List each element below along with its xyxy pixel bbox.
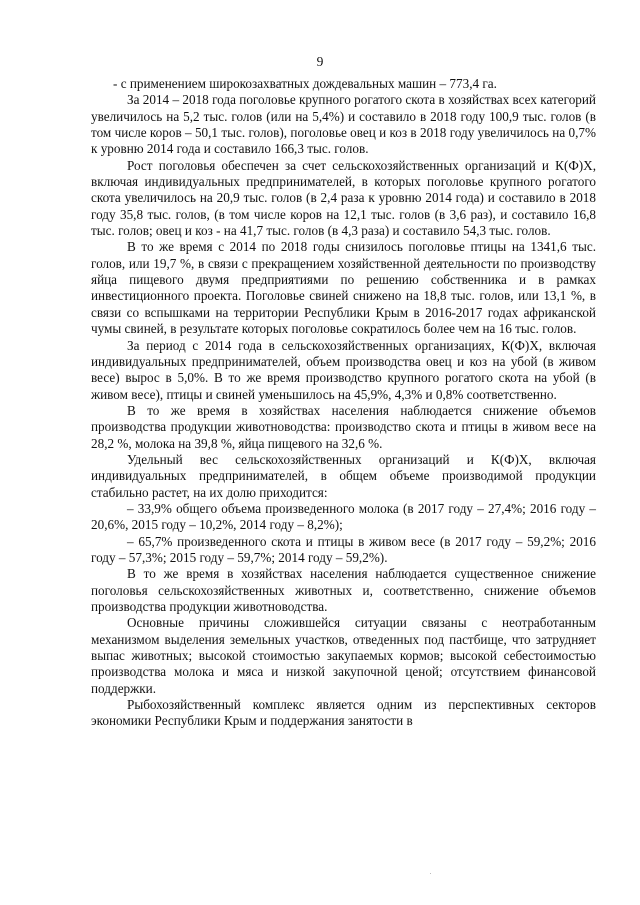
paragraph-household-decline: В то же время в хозяйствах населения наблюдается снижение объемов производства продукции животноводства: производство скота и птицы в живом весе на 28,2 %, молока на 39,8 %, яйца пищевого на 32,6 %. (91, 402, 596, 451)
scan-speck (430, 873, 431, 874)
page-number: 9 (316, 54, 324, 69)
list-item-milk-share: – 33,9% общего объема произведенного молока (в 2017 году – 27,4%; 2016 году – 20,6%, 2015 году – 10,2%, 2014 году – 8,2%); (91, 500, 596, 533)
paragraph-share-intro: Удельный вес сельскохозяйственных организаций и К(Ф)Х, включая индивидуальных предпринимателей, в общем объеме производимой продукции стабильно растет, на их долю приходится: (91, 451, 596, 500)
document-body (91, 76, 596, 730)
paragraph-livestock-growth-source: Рост поголовья обеспечен за счет сельскохозяйственных организаций и К(Ф)Х, включая индивидуальных предпринимателей, в которых поголовье крупного рогатого скота увеличилось на 20,9 тыс. голов (в 2,4 раза к уровню 2014 года) и составило в 2018 году 35,8 тыс. голов, (в том числе коров на 12,1 тыс. голов (в 3,6 раз), и составило 16,8 тыс. голов; овец и коз - на 41,7 тыс. голов (в 4,3 раза) и составило 54,3 тыс. голов. (91, 157, 596, 239)
paragraph-fishery: Рыбохозяйственный комплекс является одним из перспективных секторов экономики Республики Крым и поддержания занятости в (91, 697, 596, 729)
paragraph-main-reasons: Основные причины сложившейся ситуации связаны с неотработанным механизмом выделения земельных участков, отведенных под пастбище, что затрудняет выпас животных; высокой стоимостью закупаемых кормов; высокой себестоимостью производства молока и мяса и низкой закупочной ценой; отсутствием финансовой поддержки. (91, 615, 596, 696)
paragraph-poultry-pig-decline: В то же время с 2014 по 2018 годы снизилось поголовье птицы на 1341,6 тыс. голов, или 19,7 %, в связи с прекращением хозяйственной деятельности по производству яйца пищевого двумя предприятиями по решению собственника и в рамках инвестиционного проекта. Поголовье свиней снижено на 18,8 тыс. голов, или 13,1 %, в связи со вспышками на территории Республики Крым в 2016-2017 годах африканской чумы свиней, в результате которых поголовье сократилось более чем на 16 тыс. голов. (91, 239, 596, 337)
list-item-meat-share: – 65,7% произведенного скота и птицы в живом весе (в 2017 году – 59,2%; 2016 году – 57,3%; 2015 году – 59,7%; 2014 году – 59,2%). (91, 533, 596, 565)
paragraph-cattle-growth: За 2014 – 2018 года поголовье крупного рогатого скота в хозяйствах всех категорий увеличилось на 5,2 тыс. голов (или на 5,4%) и составило в 2018 году 100,9 тыс. голов (в том числе коров – 50,1 тыс. голов), поголовье овец и коз в 2018 году увеличилось на 0,7% к уровню 2014 года и составило 166,3 тыс. голов. (91, 92, 596, 157)
paragraph-slaughter-production: За период с 2014 года в сельскохозяйственных организациях, К(Ф)Х, включая индивидуальных предпринимателей, объем производства овец и коз на убой (в живом весе) вырос в 5,0%. В то же время производство крупного рогатого скота на убой (в живом весе), птицы и свиней уменьшилось на 45,9%, 4,3% и 0,8% соответственно. (91, 337, 596, 402)
paragraph-household-livestock: В то же время в хозяйствах населения наблюдается существенное снижение поголовья сельскохозяйственных животных и, соответственно, снижение объемов производства продукции животноводства. (91, 566, 596, 614)
paragraph-irrigation: - с применением широкозахватных дождевальных машин – 773,4 га. (113, 76, 497, 91)
